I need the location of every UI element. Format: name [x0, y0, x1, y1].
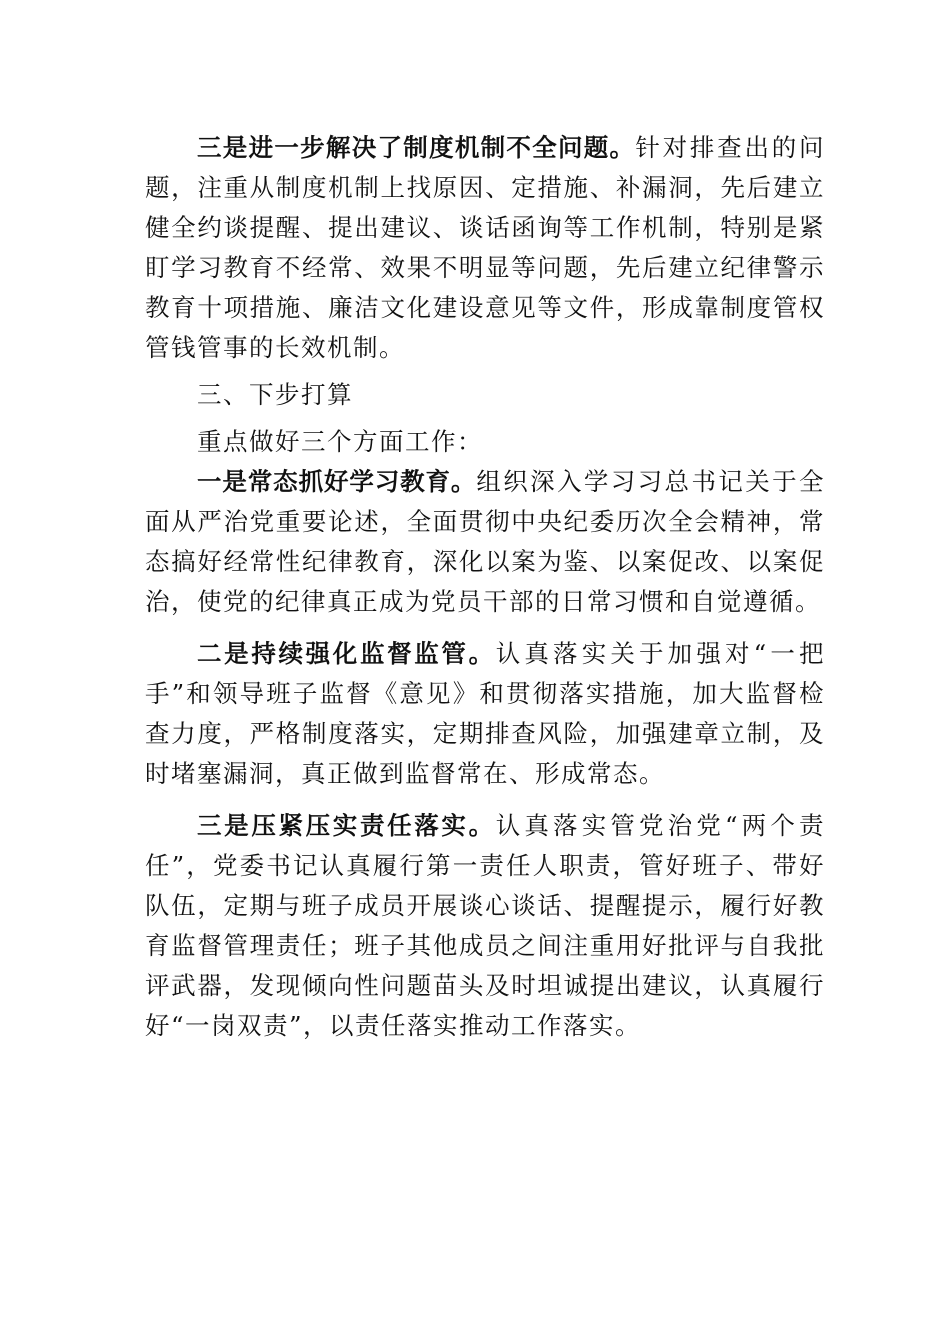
paragraph-lead: 二是持续强化监督监管。	[197, 639, 496, 668]
paragraph-text: 组织深入学习习总书记关于全面从严治党重要论述，全面贯彻中央纪委历次全会精神，常态搞好经常性纪律教育，深化以案为鉴、以案促改、以案促治，使党的纪律真正成为党员干部的日常习惯和自觉遵循。	[145, 467, 826, 616]
section-heading-text: 三、下步打算	[197, 380, 353, 409]
paragraph-text: 认真落实管党治党“两个责任”，党委书记认真履行第一责任人职责，管好班子、带好队伍，定期与班子成员开展谈心谈话、提醒提示，履行好教育监督管理责任；班子其他成员之间注重用好批评与自我批评武器，发现倾向性问题苗头及时坦诚提出建议，认真履行好“一岗双责”，以责任落实推动工作落实。	[145, 811, 825, 1040]
paragraph-text: 针对排查出的问题，注重从制度机制上找原因、定措施、补漏洞，先后建立健全约谈提醒、提出建议、谈话函询等工作机制，特别是紧盯学习教育不经常、效果不明显等问题，先后建立纪律警示教育十项措施、廉洁文化建设意见等文件，形成靠制度管权管钱管事的长效机制。	[145, 133, 826, 362]
paragraph-lead: 三是进一步解决了制度机制不全问题。	[197, 133, 636, 162]
paragraph-responsibility	[145, 806, 825, 1046]
paragraph-study-education	[145, 462, 825, 622]
paragraph-intro	[145, 422, 825, 462]
paragraph-lead: 三是压紧压实责任落实。	[197, 811, 496, 840]
paragraph-text: 重点做好三个方面工作：	[197, 427, 483, 456]
section-heading-next-steps	[145, 375, 825, 415]
paragraph-text: 认真落实关于加强对“一把手”和领导班子监督《意见》和贯彻落实措施，加大监督检查力度，严格制度落实，定期排查风险，加强建章立制，及时堵塞漏洞，真正做到监督常在、形成常态。	[145, 639, 825, 788]
document-body	[145, 128, 825, 1046]
paragraph-institutional-mechanisms	[145, 128, 825, 368]
paragraph-lead: 一是常态抓好学习教育。	[197, 467, 477, 496]
paragraph-supervision	[145, 634, 825, 794]
